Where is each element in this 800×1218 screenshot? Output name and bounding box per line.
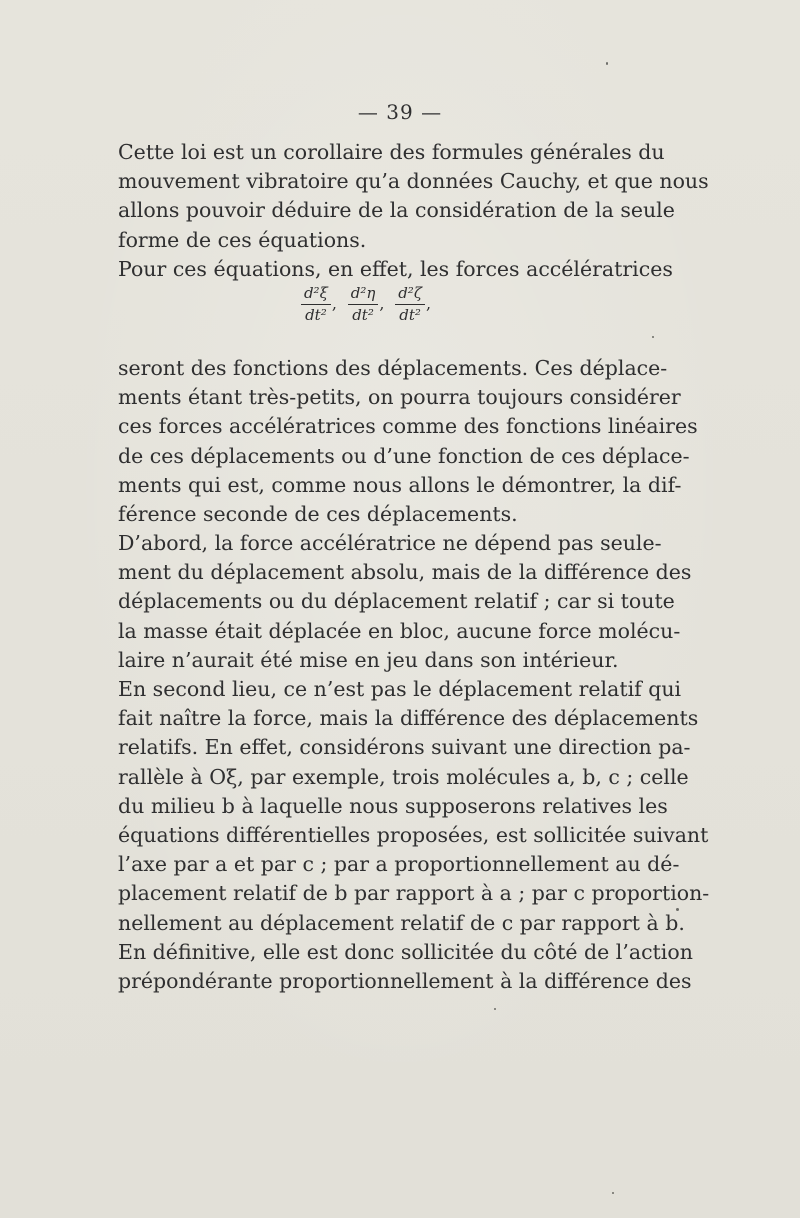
text-line: seront des fonctions des déplacements. Ces déplace-: [118, 355, 668, 380]
fraction-denominator: dt²: [399, 305, 421, 324]
fraction-xi: [301, 283, 331, 324]
acceleration-formula: [118, 283, 612, 344]
text-line: nellement au déplacement relatif de c par rapport à b.: [118, 910, 685, 935]
text-line: ment du déplacement absolu, mais de la différence des: [118, 560, 692, 585]
fraction-separator: ,: [331, 294, 337, 314]
fraction-separator: ,: [379, 294, 385, 314]
body-text: [118, 138, 710, 996]
paper-speck: [652, 336, 654, 338]
paper-speck: [676, 908, 679, 911]
text-line: équations différentielles proposées, est sollicitée suivant: [118, 822, 709, 847]
text-line: forme de ces équations.: [118, 227, 367, 252]
text-line: l’axe par a et par c ; par a proportionnellement au dé-: [118, 852, 680, 877]
fraction-denominator: dt²: [352, 305, 374, 324]
text-line: prépondérante proportionnellement à la différence des: [118, 968, 692, 993]
text-line: de ces déplacements ou d’une fonction de ces déplace-: [118, 443, 690, 468]
text-line: En second lieu, ce n’est pas le déplacement relatif qui: [118, 677, 682, 701]
fraction-denominator: dt²: [305, 305, 327, 324]
fraction-numerator: d²ζ: [395, 286, 425, 305]
text-line: D’abord, la force accélératrice ne dépend pas seule-: [118, 531, 662, 556]
text-line: Cette loi est un corollaire des formules générales du: [118, 140, 665, 164]
page-number: — 39 —: [357, 100, 443, 124]
text-line: placement relatif de b par rapport à a ; par c proportion-: [118, 881, 710, 906]
fraction-numerator: d²ξ: [301, 286, 331, 305]
text-line: En définitive, elle est donc sollicitée du côté de l’action: [118, 939, 693, 964]
text-line: fait naître la force, mais la différence des déplacements: [118, 706, 699, 731]
paper-speck: [612, 1192, 614, 1194]
text-line: allons pouvoir déduire de la considération de la seule: [118, 198, 675, 223]
text-line: ments étant très-petits, on pourra toujours considérer: [118, 385, 681, 410]
text-line: laire n’aurait été mise en jeu dans son intérieur.: [118, 647, 619, 672]
text-line: ments qui est, comme nous allons le démontrer, la dif-: [118, 472, 682, 497]
text-line: la masse était déplacée en bloc, aucune force molécu-: [118, 618, 681, 643]
fraction-separator: ,: [425, 294, 432, 314]
text-line: rallèle à Oξ, par exemple, trois molécules a, b, c ; celle: [118, 764, 689, 789]
fraction-eta: [348, 283, 379, 324]
text-line: du milieu b à laquelle nous supposerons relatives les: [118, 793, 668, 818]
paper-speck: [494, 1008, 496, 1010]
text-line: ces forces accélératrices comme des fonctions linéaires: [118, 414, 698, 439]
text-line: relatifs. En effet, considérons suivant une direction pa-: [118, 735, 691, 760]
text-line: Pour ces équations, en effet, les forces accélératrices: [118, 256, 673, 281]
fraction-numerator: d²η: [348, 286, 379, 305]
text-line: déplacements ou du déplacement relatif ; car si toute: [118, 589, 675, 614]
fraction-zeta: [395, 283, 425, 324]
paper-speck: [606, 62, 608, 65]
text-line: férence seconde de ces déplacements.: [118, 501, 518, 526]
text-line: mouvement vibratoire qu’a données Cauchy, et que nous: [118, 169, 709, 194]
